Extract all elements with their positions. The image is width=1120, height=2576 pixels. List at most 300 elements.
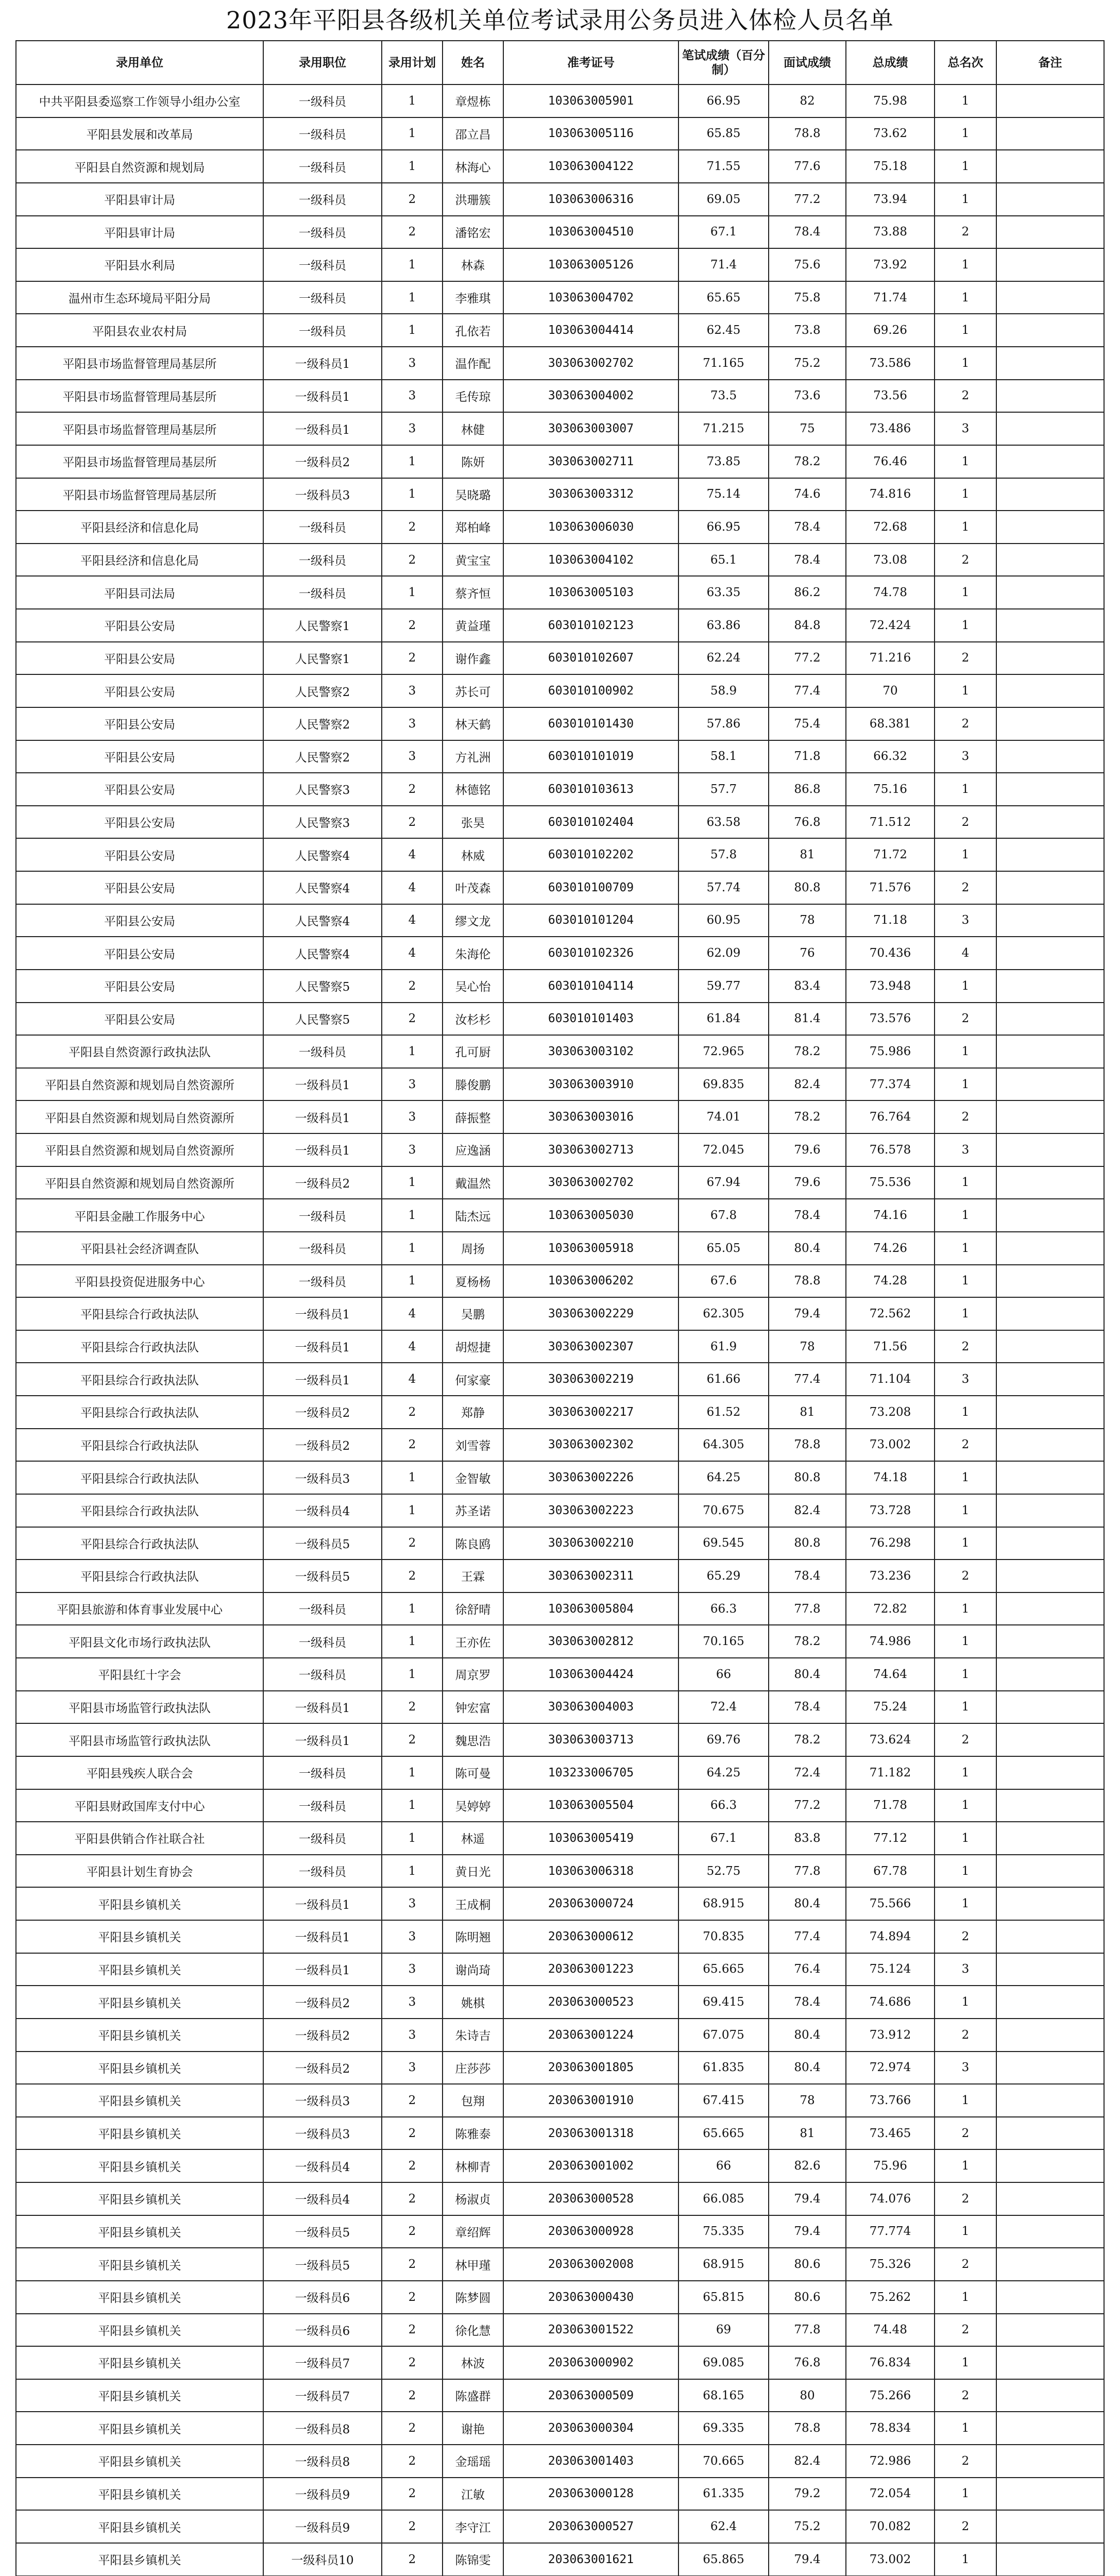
table-row <box>16 1133 1104 1166</box>
cell-total-score: 72.986 <box>846 2445 935 2478</box>
cell-name: 夏杨杨 <box>443 1265 503 1298</box>
cell-rank: 1 <box>935 1396 996 1429</box>
cell-total-score: 66.32 <box>846 740 935 773</box>
cell-plan: 1 <box>382 478 443 511</box>
cell-rank: 1 <box>935 1199 996 1232</box>
table-row <box>16 511 1104 544</box>
cell-remark <box>996 1396 1104 1429</box>
cell-rank: 2 <box>935 1003 996 1036</box>
cell-name: 洪珊簇 <box>443 183 503 216</box>
cell-name: 郑柏峰 <box>443 511 503 544</box>
table-row <box>16 740 1104 773</box>
cell-rank: 1 <box>935 1232 996 1265</box>
cell-exam-id: 203063000304 <box>503 2412 678 2445</box>
cell-interview-score: 78.4 <box>769 1986 846 2019</box>
cell-total-score: 75.18 <box>846 150 935 183</box>
cell-name: 林德铭 <box>443 773 503 806</box>
cell-remark <box>996 2117 1104 2150</box>
cell-position: 一级科员 <box>263 1855 382 1888</box>
cell-plan: 2 <box>382 609 443 642</box>
cell-written-score: 61.335 <box>678 2478 769 2511</box>
cell-position: 一级科员9 <box>263 2478 382 2511</box>
cell-position: 一级科员5 <box>263 1527 382 1560</box>
cell-total-score: 73.62 <box>846 117 935 150</box>
cell-rank: 2 <box>935 806 996 839</box>
cell-name: 薛振整 <box>443 1100 503 1133</box>
cell-unit: 平阳县综合行政执法队 <box>16 1297 263 1330</box>
cell-interview-score: 81.4 <box>769 1003 846 1036</box>
table-row <box>16 281 1104 314</box>
table-row <box>16 2478 1104 2511</box>
cell-written-score: 65.05 <box>678 1232 769 1265</box>
cell-total-score: 71.56 <box>846 1330 935 1363</box>
cell-exam-id: 103063005103 <box>503 576 678 609</box>
cell-remark <box>996 2412 1104 2445</box>
cell-exam-id: 203063001621 <box>503 2543 678 2576</box>
cell-written-score: 59.77 <box>678 970 769 1003</box>
cell-interview-score: 77.4 <box>769 1363 846 1396</box>
cell-name: 周扬 <box>443 1232 503 1265</box>
cell-exam-id: 203063001224 <box>503 2019 678 2052</box>
table-row <box>16 609 1104 642</box>
cell-rank: 1 <box>935 1658 996 1691</box>
cell-total-score: 73.208 <box>846 1396 935 1429</box>
cell-remark <box>996 674 1104 707</box>
table-row <box>16 937 1104 970</box>
table-row <box>16 2445 1104 2478</box>
cell-name: 钟宏富 <box>443 1691 503 1724</box>
cell-unit: 平阳县乡镇机关 <box>16 2445 263 2478</box>
cell-unit: 平阳县乡镇机关 <box>16 1920 263 1953</box>
cell-rank: 1 <box>935 1527 996 1560</box>
cell-exam-id: 603010102123 <box>503 609 678 642</box>
header-written-score: 笔试成绩（百分制） <box>678 41 769 84</box>
cell-name: 金智敏 <box>443 1461 503 1494</box>
table-row <box>16 1494 1104 1527</box>
table-row <box>16 1560 1104 1592</box>
cell-exam-id: 103063006316 <box>503 183 678 216</box>
cell-plan: 4 <box>382 937 443 970</box>
cell-plan: 1 <box>382 1265 443 1298</box>
cell-rank: 1 <box>935 2149 996 2182</box>
cell-written-score: 69.085 <box>678 2346 769 2379</box>
cell-plan: 1 <box>382 1789 443 1822</box>
cell-position: 一级科员 <box>263 1265 382 1298</box>
cell-position: 一级科员6 <box>263 2281 382 2314</box>
cell-remark <box>996 1068 1104 1101</box>
cell-written-score: 58.1 <box>678 740 769 773</box>
cell-written-score: 73.85 <box>678 445 769 478</box>
cell-remark <box>996 1625 1104 1658</box>
cell-position: 一级科员1 <box>263 1920 382 1953</box>
cell-unit: 平阳县市场监管行政执法队 <box>16 1691 263 1724</box>
cell-rank: 2 <box>935 2117 996 2150</box>
cell-written-score: 65.865 <box>678 2543 769 2576</box>
cell-total-score: 76.298 <box>846 1527 935 1560</box>
cell-plan: 3 <box>382 2019 443 2052</box>
cell-position: 人民警察2 <box>263 707 382 740</box>
cell-unit: 平阳县乡镇机关 <box>16 2281 263 2314</box>
cell-total-score: 73.465 <box>846 2117 935 2150</box>
cell-unit: 平阳县公安局 <box>16 1003 263 1036</box>
cell-plan: 2 <box>382 1560 443 1592</box>
cell-name: 吴婷婷 <box>443 1789 503 1822</box>
cell-total-score: 74.816 <box>846 478 935 511</box>
table-row <box>16 2510 1104 2543</box>
table-row <box>16 216 1104 249</box>
cell-interview-score: 77.8 <box>769 1855 846 1888</box>
cell-unit: 平阳县公安局 <box>16 806 263 839</box>
cell-remark <box>996 445 1104 478</box>
cell-remark <box>996 1822 1104 1855</box>
cell-interview-score: 76.8 <box>769 806 846 839</box>
table-row <box>16 445 1104 478</box>
table-row <box>16 1199 1104 1232</box>
cell-rank: 2 <box>935 2445 996 2478</box>
cell-unit: 平阳县农业农村局 <box>16 314 263 347</box>
cell-plan: 1 <box>382 1166 443 1199</box>
cell-position: 一级科员1 <box>263 1887 382 1920</box>
cell-position: 一级科员 <box>263 544 382 577</box>
cell-plan: 1 <box>382 84 443 117</box>
table-row <box>16 1789 1104 1822</box>
cell-interview-score: 82.6 <box>769 2149 846 2182</box>
cell-name: 周京罗 <box>443 1658 503 1691</box>
cell-rank: 1 <box>935 838 996 871</box>
cell-position: 一级科员3 <box>263 478 382 511</box>
cell-rank: 1 <box>935 248 996 281</box>
cell-unit: 平阳县发展和改革局 <box>16 117 263 150</box>
table-row <box>16 1592 1104 1625</box>
cell-rank: 1 <box>935 1986 996 2019</box>
cell-name: 林海心 <box>443 150 503 183</box>
cell-interview-score: 80.4 <box>769 1887 846 1920</box>
cell-total-score: 75.566 <box>846 1887 935 1920</box>
cell-interview-score: 81 <box>769 1396 846 1429</box>
cell-exam-id: 103063006030 <box>503 511 678 544</box>
cell-exam-id: 103063004702 <box>503 281 678 314</box>
cell-exam-id: 103063006202 <box>503 1265 678 1298</box>
cell-exam-id: 303063003016 <box>503 1100 678 1133</box>
cell-total-score: 75.96 <box>846 2149 935 2182</box>
cell-remark <box>996 1592 1104 1625</box>
cell-rank: 1 <box>935 674 996 707</box>
cell-interview-score: 78.2 <box>769 1100 846 1133</box>
cell-exam-id: 103063005419 <box>503 1822 678 1855</box>
cell-unit: 平阳县综合行政执法队 <box>16 1429 263 1462</box>
cell-plan: 3 <box>382 1953 443 1986</box>
cell-name: 陈雅泰 <box>443 2117 503 2150</box>
table-row <box>16 2248 1104 2281</box>
cell-rank: 1 <box>935 576 996 609</box>
cell-position: 一级科员1 <box>263 1363 382 1396</box>
cell-unit: 平阳县公安局 <box>16 838 263 871</box>
cell-name: 陈妍 <box>443 445 503 478</box>
cell-exam-id: 203063000527 <box>503 2510 678 2543</box>
cell-plan: 2 <box>382 1003 443 1036</box>
cell-remark <box>996 1265 1104 1298</box>
cell-exam-id: 203063000430 <box>503 2281 678 2314</box>
cell-rank: 1 <box>935 1297 996 1330</box>
cell-unit: 平阳县红十字会 <box>16 1658 263 1691</box>
cell-remark <box>996 347 1104 380</box>
cell-position: 一级科员 <box>263 1822 382 1855</box>
cell-rank: 3 <box>935 904 996 937</box>
cell-unit: 平阳县司法局 <box>16 576 263 609</box>
cell-interview-score: 78.4 <box>769 1199 846 1232</box>
cell-rank: 1 <box>935 2412 996 2445</box>
table-row <box>16 2346 1104 2379</box>
cell-exam-id: 103063005901 <box>503 84 678 117</box>
cell-position: 一级科员 <box>263 1232 382 1265</box>
cell-rank: 1 <box>935 183 996 216</box>
cell-exam-id: 203063000528 <box>503 2182 678 2215</box>
cell-interview-score: 82.4 <box>769 2445 846 2478</box>
cell-remark <box>996 183 1104 216</box>
cell-name: 林森 <box>443 248 503 281</box>
cell-exam-id: 303063002711 <box>503 445 678 478</box>
cell-exam-id: 303063002229 <box>503 1297 678 1330</box>
cell-written-score: 68.915 <box>678 1887 769 1920</box>
cell-unit: 平阳县审计局 <box>16 183 263 216</box>
cell-total-score: 71.182 <box>846 1756 935 1789</box>
cell-name: 王亦佐 <box>443 1625 503 1658</box>
cell-rank: 1 <box>935 445 996 478</box>
cell-exam-id: 103063004102 <box>503 544 678 577</box>
cell-remark <box>996 2084 1104 2117</box>
cell-position: 一级科员 <box>263 281 382 314</box>
cell-rank: 1 <box>935 2084 996 2117</box>
cell-remark <box>996 1953 1104 1986</box>
cell-total-score: 75.326 <box>846 2248 935 2281</box>
cell-plan: 2 <box>382 216 443 249</box>
cell-total-score: 72.68 <box>846 511 935 544</box>
cell-plan: 3 <box>382 674 443 707</box>
cell-name: 缪文龙 <box>443 904 503 937</box>
cell-remark <box>996 380 1104 413</box>
table-row <box>16 1396 1104 1429</box>
cell-written-score: 61.84 <box>678 1003 769 1036</box>
cell-name: 朱海伦 <box>443 937 503 970</box>
cell-rank: 1 <box>935 1789 996 1822</box>
cell-exam-id: 103233006705 <box>503 1756 678 1789</box>
cell-rank: 2 <box>935 1100 996 1133</box>
cell-total-score: 73.728 <box>846 1494 935 1527</box>
cell-exam-id: 203063001318 <box>503 2117 678 2150</box>
cell-name: 刘雪蓉 <box>443 1429 503 1462</box>
cell-name: 何家豪 <box>443 1363 503 1396</box>
cell-plan: 2 <box>382 1723 443 1756</box>
cell-total-score: 74.26 <box>846 1232 935 1265</box>
cell-remark <box>996 1756 1104 1789</box>
cell-total-score: 71.104 <box>846 1363 935 1396</box>
cell-remark <box>996 216 1104 249</box>
cell-remark <box>996 1658 1104 1691</box>
cell-remark <box>996 1560 1104 1592</box>
cell-rank: 1 <box>935 1855 996 1888</box>
cell-written-score: 67.6 <box>678 1265 769 1298</box>
cell-total-score: 73.948 <box>846 970 935 1003</box>
cell-name: 金瑶瑶 <box>443 2445 503 2478</box>
cell-total-score: 72.424 <box>846 609 935 642</box>
cell-unit: 平阳县综合行政执法队 <box>16 1330 263 1363</box>
cell-unit: 平阳县残疾人联合会 <box>16 1756 263 1789</box>
cell-total-score: 75.536 <box>846 1166 935 1199</box>
cell-total-score: 70.082 <box>846 2510 935 2543</box>
cell-unit: 平阳县市场监督管理局基层所 <box>16 347 263 380</box>
cell-interview-score: 75.6 <box>769 248 846 281</box>
cell-remark <box>996 544 1104 577</box>
cell-name: 黄益瑾 <box>443 609 503 642</box>
cell-total-score: 71.512 <box>846 806 935 839</box>
cell-written-score: 63.86 <box>678 609 769 642</box>
cell-position: 一级科员 <box>263 248 382 281</box>
cell-rank: 2 <box>935 216 996 249</box>
cell-rank: 1 <box>935 2346 996 2379</box>
cell-interview-score: 79.6 <box>769 1133 846 1166</box>
cell-plan: 2 <box>382 1396 443 1429</box>
cell-remark <box>996 1461 1104 1494</box>
cell-interview-score: 80.4 <box>769 1658 846 1691</box>
cell-position: 人民警察2 <box>263 740 382 773</box>
table-row <box>16 1429 1104 1462</box>
cell-written-score: 58.9 <box>678 674 769 707</box>
table-row <box>16 1723 1104 1756</box>
cell-remark <box>996 2281 1104 2314</box>
cell-plan: 2 <box>382 2445 443 2478</box>
cell-unit: 平阳县自然资源和规划局自然资源所 <box>16 1166 263 1199</box>
cell-total-score: 72.82 <box>846 1592 935 1625</box>
cell-unit: 平阳县公安局 <box>16 937 263 970</box>
cell-remark <box>996 1232 1104 1265</box>
cell-written-score: 75.14 <box>678 478 769 511</box>
table-row <box>16 2117 1104 2150</box>
cell-name: 吴心怡 <box>443 970 503 1003</box>
cell-interview-score: 78 <box>769 2084 846 2117</box>
cell-rank: 1 <box>935 347 996 380</box>
cell-exam-id: 303063002302 <box>503 1429 678 1462</box>
cell-unit: 平阳县自然资源和规划局自然资源所 <box>16 1100 263 1133</box>
cell-interview-score: 75.2 <box>769 347 846 380</box>
cell-unit: 平阳县社会经济调查队 <box>16 1232 263 1265</box>
cell-plan: 1 <box>382 1461 443 1494</box>
cell-name: 谢尚琦 <box>443 1953 503 1986</box>
cell-interview-score: 77.2 <box>769 1789 846 1822</box>
cell-interview-score: 80.8 <box>769 871 846 904</box>
cell-interview-score: 86.8 <box>769 773 846 806</box>
cell-total-score: 68.381 <box>846 707 935 740</box>
cell-interview-score: 77.4 <box>769 674 846 707</box>
cell-total-score: 74.64 <box>846 1658 935 1691</box>
table-row <box>16 1527 1104 1560</box>
header-unit: 录用单位 <box>16 41 263 84</box>
cell-total-score: 73.002 <box>846 2543 935 2576</box>
cell-position: 一级科员 <box>263 1658 382 1691</box>
table-row <box>16 1822 1104 1855</box>
cell-name: 李雅琪 <box>443 281 503 314</box>
cell-position: 人民警察3 <box>263 773 382 806</box>
cell-name: 包翔 <box>443 2084 503 2117</box>
cell-position: 人民警察1 <box>263 609 382 642</box>
cell-remark <box>996 609 1104 642</box>
cell-exam-id: 203063001403 <box>503 2445 678 2478</box>
cell-remark <box>996 806 1104 839</box>
header-name: 姓名 <box>443 41 503 84</box>
cell-plan: 2 <box>382 2182 443 2215</box>
cell-position: 人民警察5 <box>263 970 382 1003</box>
cell-exam-id: 203063001910 <box>503 2084 678 2117</box>
cell-name: 江敏 <box>443 2478 503 2511</box>
cell-written-score: 67.1 <box>678 1822 769 1855</box>
table-row <box>16 412 1104 445</box>
cell-rank: 1 <box>935 2478 996 2511</box>
cell-unit: 平阳县乡镇机关 <box>16 2117 263 2150</box>
cell-remark <box>996 642 1104 675</box>
cell-remark <box>996 2019 1104 2052</box>
cell-plan: 1 <box>382 1658 443 1691</box>
cell-position: 一级科员1 <box>263 1100 382 1133</box>
cell-name: 林甲瑾 <box>443 2248 503 2281</box>
cell-written-score: 52.75 <box>678 1855 769 1888</box>
table-row <box>16 1232 1104 1265</box>
cell-name: 陆杰远 <box>443 1199 503 1232</box>
cell-exam-id: 103063004122 <box>503 150 678 183</box>
cell-interview-score: 84.8 <box>769 609 846 642</box>
cell-unit: 平阳县公安局 <box>16 740 263 773</box>
cell-name: 章煜栋 <box>443 84 503 117</box>
cell-written-score: 67.075 <box>678 2019 769 2052</box>
cell-interview-score: 73.6 <box>769 380 846 413</box>
cell-unit: 平阳县综合行政执法队 <box>16 1560 263 1592</box>
cell-exam-id: 103063004510 <box>503 216 678 249</box>
cell-exam-id: 603010101403 <box>503 1003 678 1036</box>
cell-total-score: 75.124 <box>846 1953 935 1986</box>
cell-name: 徐舒晴 <box>443 1592 503 1625</box>
table-row <box>16 2052 1104 2084</box>
cell-exam-id: 303063002217 <box>503 1396 678 1429</box>
table-row <box>16 674 1104 707</box>
cell-total-score: 75.24 <box>846 1691 935 1724</box>
cell-written-score: 66.085 <box>678 2182 769 2215</box>
cell-rank: 2 <box>935 544 996 577</box>
cell-total-score: 71.74 <box>846 281 935 314</box>
cell-interview-score: 81 <box>769 2117 846 2150</box>
cell-position: 一级科员 <box>263 1199 382 1232</box>
cell-interview-score: 78.4 <box>769 511 846 544</box>
table-body <box>16 84 1104 2576</box>
cell-written-score: 69.76 <box>678 1723 769 1756</box>
cell-remark <box>996 1166 1104 1199</box>
cell-name: 林健 <box>443 412 503 445</box>
cell-remark <box>996 1494 1104 1527</box>
cell-interview-score: 72.4 <box>769 1756 846 1789</box>
table-row <box>16 150 1104 183</box>
cell-exam-id: 203063001002 <box>503 2149 678 2182</box>
cell-name: 吴鹏 <box>443 1297 503 1330</box>
cell-position: 一级科员2 <box>263 2019 382 2052</box>
cell-position: 一级科员4 <box>263 1494 382 1527</box>
cell-plan: 1 <box>382 150 443 183</box>
cell-name: 汝杉杉 <box>443 1003 503 1036</box>
cell-rank: 1 <box>935 117 996 150</box>
cell-written-score: 69.335 <box>678 2412 769 2445</box>
cell-name: 林波 <box>443 2346 503 2379</box>
cell-total-score: 73.766 <box>846 2084 935 2117</box>
cell-written-score: 65.65 <box>678 281 769 314</box>
cell-interview-score: 80.8 <box>769 1461 846 1494</box>
cell-total-score: 74.16 <box>846 1199 935 1232</box>
cell-position: 一级科员4 <box>263 2182 382 2215</box>
